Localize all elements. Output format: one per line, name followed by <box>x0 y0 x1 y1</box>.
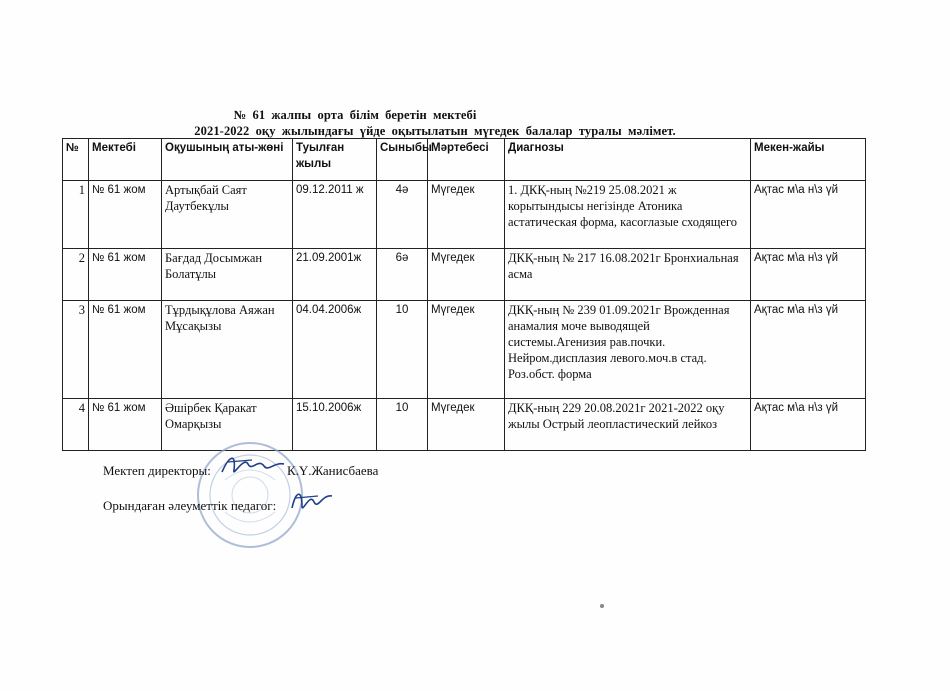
table-row <box>63 399 866 451</box>
row-num: 4 <box>63 399 89 451</box>
row-status: Мүгедек <box>428 181 505 249</box>
row-diagnosis: ДКҚ-ның № 239 01.09.2021г Врожденная анамалия моче выводящей системы.Агенизия рав.почки. Нейром.дисплазия левого.моч.в стад. Роз.обст. форма <box>505 301 751 399</box>
table-header-row <box>63 139 866 181</box>
pedagogue-label: Орындаған әлеуметтік педагог: <box>103 498 277 513</box>
row-birth: 04.04.2006ж <box>293 301 377 399</box>
row-status: Мүгедек <box>428 249 505 301</box>
pedagogue-signature <box>288 484 338 518</box>
director-label: Мектеп директоры: <box>103 463 211 478</box>
row-birth: 21.09.2001ж <box>293 249 377 301</box>
col-school-header: Мектебі <box>89 139 162 181</box>
students-table <box>62 138 866 451</box>
row-school: № 61 жом <box>89 249 162 301</box>
row-grade: 6ә <box>377 249 428 301</box>
row-grade: 4ә <box>377 181 428 249</box>
row-name: Артықбай Саят Даутбекұлы <box>162 181 293 249</box>
table-row <box>63 181 866 249</box>
col-grade-header: Сыныбы <box>377 139 428 181</box>
row-school: № 61 жом <box>89 301 162 399</box>
col-name-header: Оқушының аты-жөні <box>162 139 293 181</box>
row-address: Ақтас м\а н\з үй <box>751 301 866 399</box>
table-row <box>63 301 866 399</box>
row-diagnosis: 1. ДКҚ-ның №219 25.08.2021 ж корытындысы негізінде Атоника астатическая форма, касоглазые сходящего <box>505 181 751 249</box>
col-num-header: № <box>63 139 89 181</box>
row-name: Әшірбек Қаракат Омарқызы <box>162 399 293 451</box>
row-name: Тұрдықұлова Аяжан Мұсақызы <box>162 301 293 399</box>
row-status: Мүгедек <box>428 301 505 399</box>
row-num: 1 <box>63 181 89 249</box>
director-signature <box>218 450 288 482</box>
col-birth-header: Туылған жылы <box>293 139 377 181</box>
row-num: 3 <box>63 301 89 399</box>
row-diagnosis: ДКҚ-ның № 217 16.08.2021г Бронхиальная асма <box>505 249 751 301</box>
col-address-header: Мекен-жайы <box>751 139 866 181</box>
row-status: Мүгедек <box>428 399 505 451</box>
col-status-header: Мәртебесі <box>428 139 505 181</box>
row-address: Ақтас м\а н\з үй <box>751 181 866 249</box>
table-row <box>63 249 866 301</box>
col-diagnosis-header: Диагнозы <box>505 139 751 181</box>
row-name: Бағдад Досымжан Болатұлы <box>162 249 293 301</box>
row-diagnosis: ДКҚ-ның 229 20.08.2021г 2021-2022 оқу жылы Острый леопластический лейкоз <box>505 399 751 451</box>
row-grade: 10 <box>377 301 428 399</box>
row-address: Ақтас м\а н\з үй <box>751 399 866 451</box>
document-subtitle: 2021-2022 оқу жылындағы үйде оқытылатын мүгедек балалар туралы мәлімет. <box>194 124 676 138</box>
document-title: № 61 жалпы орта білім беретін мектебі <box>233 108 477 122</box>
scan-speck <box>600 604 604 608</box>
row-school: № 61 жом <box>89 181 162 249</box>
row-birth: 09.12.2011 ж <box>293 181 377 249</box>
row-num: 2 <box>63 249 89 301</box>
row-school: № 61 жом <box>89 399 162 451</box>
row-grade: 10 <box>377 399 428 451</box>
director-name: К.Ү.Жанисбаева <box>287 463 379 478</box>
row-address: Ақтас м\а н\з үй <box>751 249 866 301</box>
row-birth: 15.10.2006ж <box>293 399 377 451</box>
